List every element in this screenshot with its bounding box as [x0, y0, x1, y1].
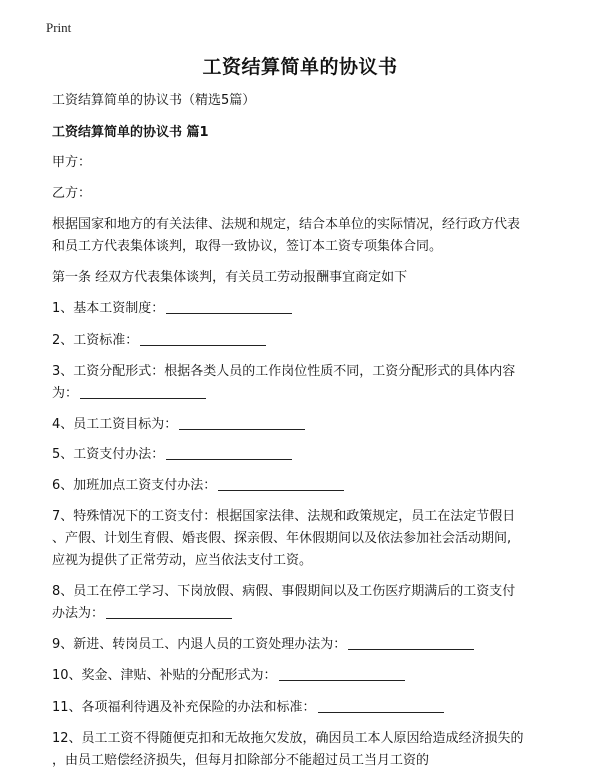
section-heading: 工资结算简单的协议书 篇1 — [52, 125, 209, 140]
print-link[interactable]: Print — [46, 20, 72, 35]
item-7-line-3: 应视为提供了正常劳动，应当依法支付工资。 — [52, 553, 313, 568]
item-1-label: 1、基本工资制度： — [52, 301, 165, 316]
item-3-label: 为： — [52, 386, 79, 401]
fill-in-blank — [106, 604, 232, 619]
party-b-label: 乙方： — [52, 186, 92, 201]
intro-line-1: 根据国家和地方的有关法律、法规和规定，结合本单位的实际情况，经行政方代表 — [52, 217, 521, 232]
item-10 — [52, 665, 552, 687]
fill-in-blank — [166, 445, 292, 460]
fill-in-blank — [166, 299, 292, 314]
fill-in-blank — [218, 476, 344, 491]
item-11-label: 11、各项福利待遇及补充保险的办法和标准： — [52, 700, 316, 715]
item-1 — [52, 298, 552, 320]
item-3-line-1: 3、工资分配形式：根据各类人员的工作岗位性质不同，工资分配形式的具体内容 — [52, 364, 516, 379]
item-12-line-2: ，由员工赔偿经济损失，但每月扣除部分不能超过员工当月工资的 — [52, 753, 430, 768]
document-title: 工资结算简单的协议书 — [202, 56, 398, 78]
item-8-line-2 — [52, 603, 552, 625]
item-3-line-2 — [52, 383, 552, 405]
item-7-line-2: 、产假、计划生育假、婚丧假、探亲假、年休假期间以及依法参加社会活动期间, — [52, 531, 512, 546]
item-2-label: 2、工资标准： — [52, 333, 139, 348]
item-5 — [52, 444, 552, 466]
item-8-label: 办法为： — [52, 606, 105, 621]
party-a-label: 甲方： — [52, 155, 92, 170]
item-6 — [52, 475, 552, 497]
item-9-label: 9、新进、转岗员工、内退人员的工资处理办法为： — [52, 637, 347, 652]
document-subtitle: 工资结算简单的协议书（精选5篇） — [52, 93, 256, 108]
item-8-line-1: 8、员工在停工学习、下岗放假、病假、事假期间以及工伤医疗期满后的工资支付 — [52, 584, 516, 599]
fill-in-blank — [348, 635, 474, 650]
article-1: 第一条 经双方代表集体谈判，有关员工劳动报酬事宜商定如下 — [52, 270, 408, 285]
fill-in-blank — [179, 415, 305, 430]
fill-in-blank — [279, 666, 405, 681]
intro-line-2: 和员工方代表集体谈判，取得一致协议，签订本工资专项集体合同。 — [52, 239, 443, 254]
item-5-label: 5、工资支付办法： — [52, 447, 165, 462]
item-2 — [52, 330, 552, 352]
item-9 — [52, 634, 552, 656]
item-7-line-1: 7、特殊情况下的工资支付：根据国家法律、法规和政策规定，员工在法定节假日 — [52, 509, 516, 524]
item-4-label: 4、员工工资目标为： — [52, 417, 178, 432]
item-12-line-1: 12、员工工资不得随便克扣和无故拖欠发放，确因员工本人原因给造成经济损失的 — [52, 731, 524, 746]
item-10-label: 10、奖金、津贴、补贴的分配形式为： — [52, 668, 277, 683]
item-11 — [52, 697, 552, 719]
item-6-label: 6、加班加点工资支付办法： — [52, 478, 217, 493]
item-4 — [52, 414, 552, 436]
fill-in-blank — [318, 698, 444, 713]
fill-in-blank — [140, 331, 266, 346]
fill-in-blank — [80, 384, 206, 399]
